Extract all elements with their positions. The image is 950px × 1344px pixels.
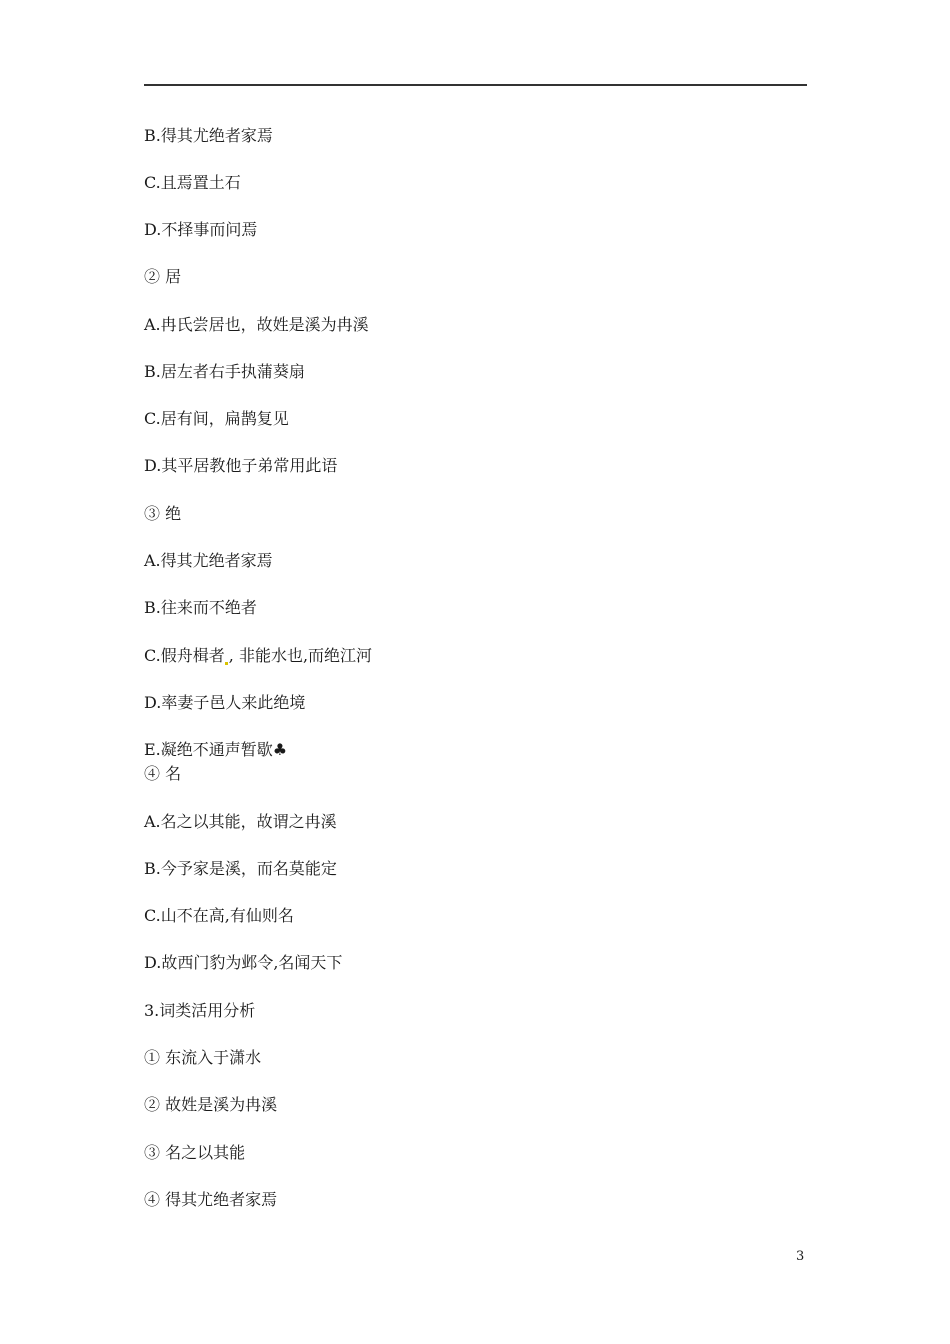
text-line: B.得其尤绝者家焉 — [144, 126, 273, 145]
text-line: E.凝绝不通声暂歇♣ — [144, 740, 288, 759]
section-heading: 3.词类活用分析 — [144, 1001, 256, 1020]
section-heading: ② 居 — [144, 267, 182, 286]
text-line: D.故西门豹为邺令,名闻天下 — [144, 953, 343, 972]
text-line: B.今予家是溪，而名莫能定 — [144, 859, 337, 878]
section-heading: ③ 绝 — [144, 504, 182, 523]
text-line: D.其平居教他子弟常用此语 — [144, 456, 338, 475]
section-heading: ④ 名 — [144, 764, 182, 783]
text-line: A.名之以其能，故谓之冉溪 — [144, 812, 337, 831]
text-line: C.山不在高,有仙则名 — [144, 906, 294, 925]
text-line: ② 故姓是溪为冉溪 — [144, 1095, 278, 1114]
text-line: D.率妻子邑人来此绝境 — [144, 693, 306, 712]
text-line: ④ 得其尤绝者家焉 — [144, 1190, 278, 1209]
text-line: A.得其尤绝者家焉 — [144, 551, 273, 570]
text-line: C.且焉置土石 — [144, 173, 241, 192]
text-line: ③ 名之以其能 — [144, 1143, 246, 1162]
text-segment: , 非能水也,而绝江河 — [228, 646, 373, 665]
text-line: B.往来而不绝者 — [144, 598, 257, 617]
highlight-mark — [225, 662, 228, 665]
text-line: C.居有间，扁鹊复见 — [144, 409, 289, 428]
text-segment: C.假舟楫者 — [144, 646, 225, 665]
text-line: B.居左者右手执蒲葵扇 — [144, 362, 305, 381]
header-rule — [144, 84, 807, 86]
text-line: D.不择事而问焉 — [144, 220, 258, 239]
text-line — [144, 645, 372, 667]
text-line: ① 东流入于潇水 — [144, 1048, 262, 1067]
text-line: A.冉氏尝居也，故姓是溪为冉溪 — [144, 315, 369, 334]
page-number: 3 — [796, 1249, 805, 1264]
